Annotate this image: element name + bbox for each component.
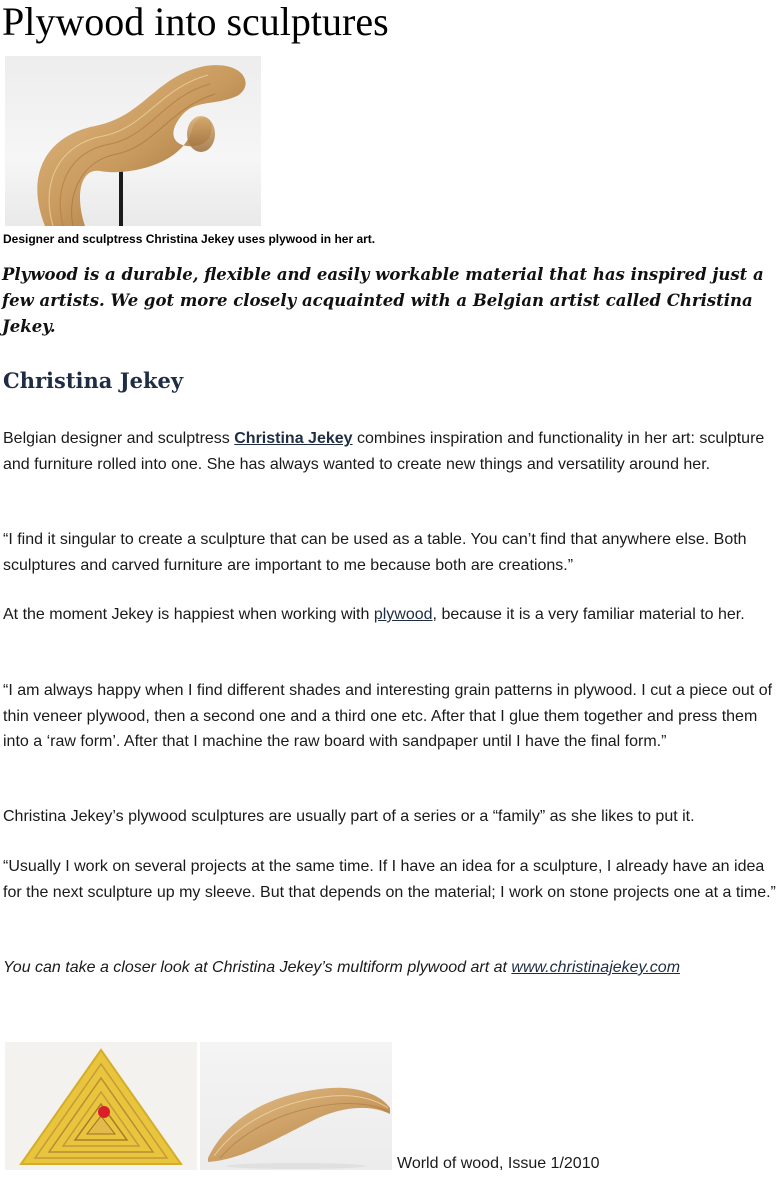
wave-sculpture-image	[200, 1042, 392, 1170]
article-title: Plywood into sculptures	[2, 0, 389, 44]
paragraph-quote-1: “I find it singular to create a sculpture that can be used as a table. You can’t find that anywhere else. Both sculptures and carved furniture are important to me because both are creations.”	[3, 531, 747, 574]
paragraph-plywood-before: At the moment Jekey is happiest when working with	[3, 606, 374, 623]
triangle-plywood-illustration	[5, 1042, 197, 1170]
hero-sculpture-image	[5, 56, 261, 226]
artist-name-link[interactable]: Christina Jekey	[234, 430, 353, 447]
plywood-sculpture-illustration	[5, 56, 261, 226]
paragraph-plywood-after: , because it is a very familiar material to her.	[432, 606, 745, 623]
website-link[interactable]: www.christinajekey.com	[511, 959, 681, 976]
paragraph-intro-before: Belgian designer and sculptress	[3, 430, 235, 447]
article-lead: Plywood is a durable, flexible and easily workable material that has inspired just a few artists. We got more closely acquainted with a Belgian artist called Christina Jekey.	[2, 265, 764, 336]
paragraph-quote-3: “Usually I work on several projects at the same time. If I have an idea for a sculpture, I already have an idea for the next sculpture up my sleeve. But that depends on the material; I work on stone projects one at a time.”	[3, 858, 776, 901]
paragraph-series: Christina Jekey’s plywood sculptures are usually part of a series or a “family” as she likes to put it.	[3, 808, 695, 825]
image-caption: Designer and sculptress Christina Jekey uses plywood in her art.	[3, 232, 376, 246]
paragraph-intro	[3, 426, 777, 477]
source-credit: World of wood, Issue 1/2010	[397, 1155, 600, 1172]
paragraph-website-before: You can take a closer look at Christina Jekey’s multiform plywood art at	[3, 959, 512, 976]
plywood-link[interactable]: plywood	[373, 606, 433, 623]
paragraph-plywood	[3, 602, 777, 628]
paragraph-website	[3, 955, 777, 981]
paragraph-intro-after: combines inspiration and functionality in her art: sculpture and furniture rolled into one. She has always wanted to create new things and versatility around her.	[3, 430, 765, 473]
paragraph-quote-2: “I am always happy when I find different shades and interesting grain patterns in plywood. I cut a piece out of thin veneer plywood, then a second one and a third one etc. After that I glue them together and press them into a ‘raw form’. After that I machine the raw board with sandpaper until I have the final form.”	[3, 682, 773, 750]
wave-plywood-illustration	[200, 1042, 392, 1170]
section-heading: Christina Jekey	[3, 368, 184, 393]
triangle-sculpture-image	[5, 1042, 197, 1170]
